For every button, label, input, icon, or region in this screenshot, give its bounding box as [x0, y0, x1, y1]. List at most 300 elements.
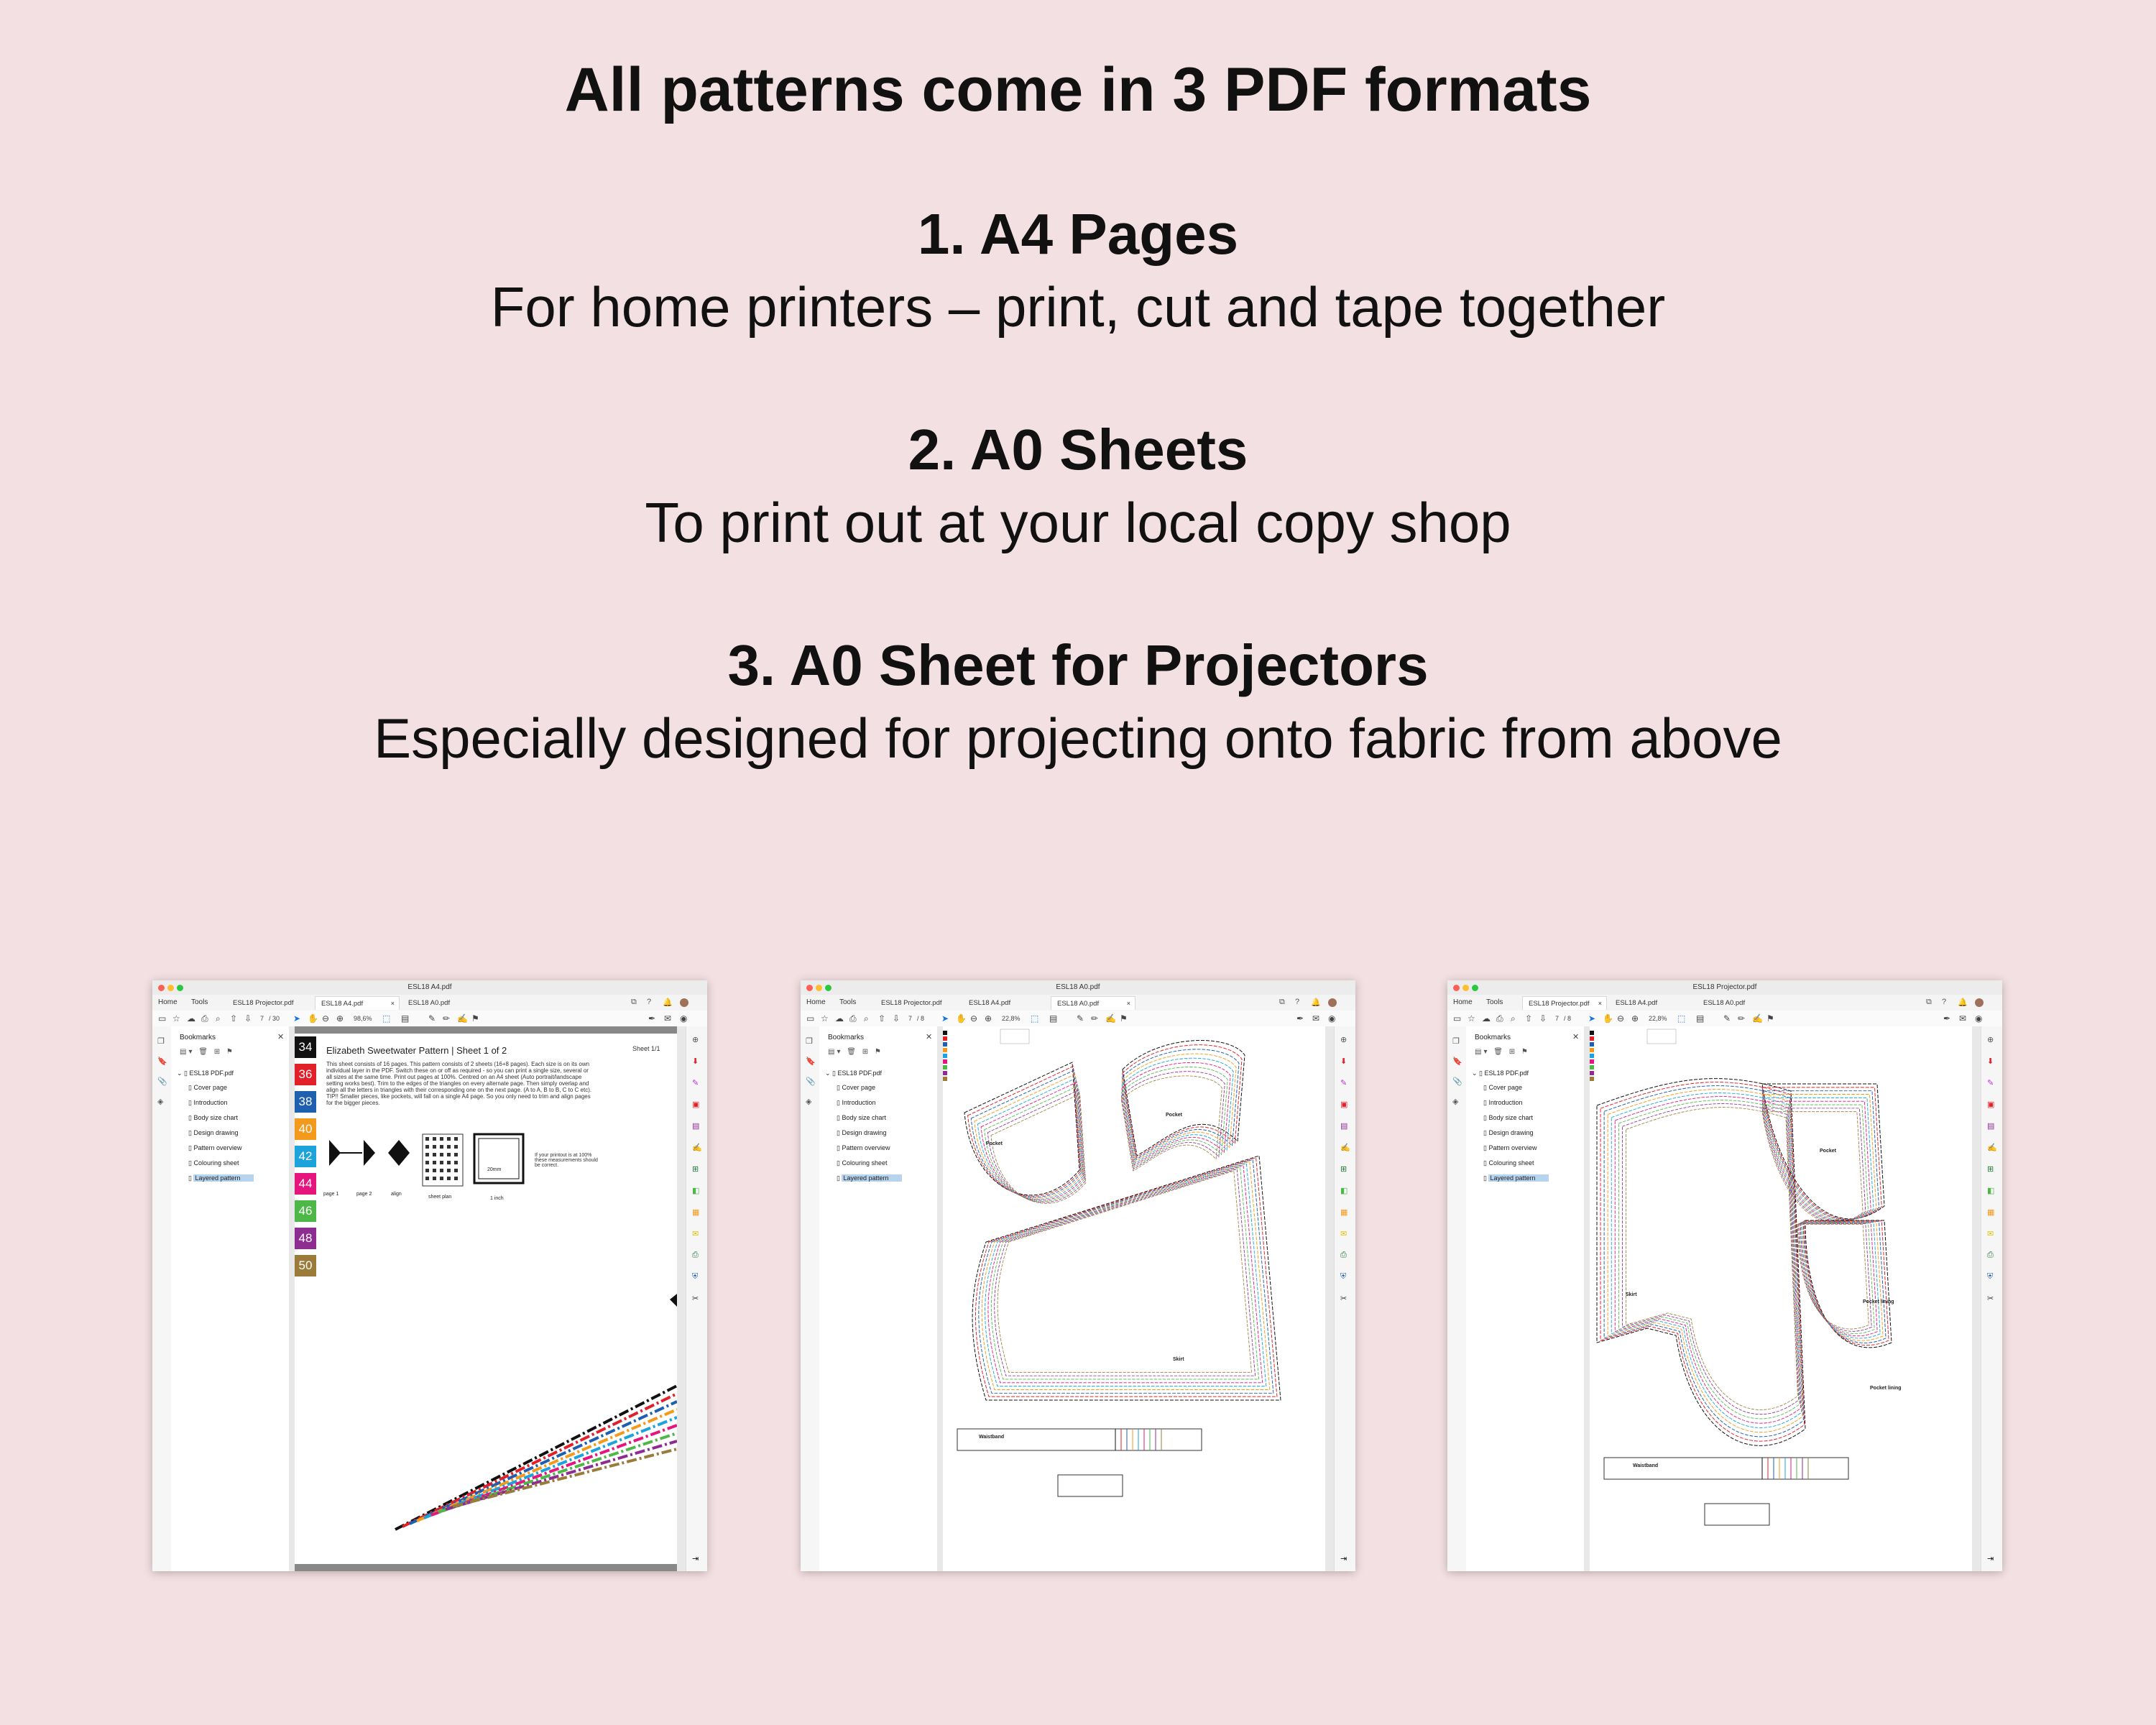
zoom-out-icon[interactable]: ⊖ — [970, 1013, 978, 1024]
left-scroll-gutter — [289, 1026, 295, 1571]
document-tab[interactable]: ESL18 Projector.pdf — [881, 999, 942, 1007]
bookmark-icon[interactable]: ⚑ — [1521, 1048, 1530, 1056]
create-pdf-icon[interactable]: ▣ — [692, 1100, 700, 1109]
stamp-icon[interactable]: ⚑ — [1766, 1013, 1774, 1024]
bookmarks-icon[interactable]: 🔖 — [1452, 1057, 1462, 1066]
more-tools-icon[interactable]: ✂ — [692, 1294, 699, 1303]
share-icon[interactable]: ⧉ — [1279, 998, 1285, 1006]
help-icon[interactable]: ? — [1295, 998, 1300, 1006]
size-swatch — [943, 1031, 947, 1035]
page-number-input[interactable]: 7 — [260, 1015, 264, 1022]
bookmark-tools — [828, 1048, 883, 1056]
diagram-label: 1 inch — [490, 1196, 504, 1201]
draw-icon[interactable]: ✍ — [1105, 1013, 1116, 1024]
combine-icon[interactable]: ▤ — [692, 1122, 700, 1131]
bookmark-item-icon: ▯ — [188, 1114, 194, 1121]
help-icon[interactable]: ? — [647, 998, 652, 1006]
page-number-input[interactable]: 7 — [908, 1015, 913, 1022]
bookmark-item-label: Colouring sheet — [1488, 1159, 1534, 1167]
zoom-out-icon[interactable]: ⊖ — [1617, 1013, 1625, 1024]
pocket-piece — [975, 1075, 1082, 1199]
notifications-icon[interactable]: 🔔 — [1311, 998, 1321, 1007]
left-rail — [1447, 1026, 1467, 1571]
mail-icon[interactable]: ✉ — [664, 1013, 672, 1024]
left-rail — [801, 1026, 820, 1571]
page-total: / 8 — [917, 1015, 925, 1022]
vertical-scrollbar[interactable] — [677, 1026, 686, 1571]
options-icon[interactable]: ▤▾ — [1475, 1048, 1490, 1056]
sheet-plan-cell — [440, 1137, 443, 1141]
layers-icon[interactable]: ◈ — [157, 1098, 164, 1106]
bookmark-item[interactable] — [1483, 1129, 1534, 1137]
pocket-lining-piece — [1805, 1220, 1892, 1348]
protect-icon[interactable]: ◧ — [1987, 1187, 1995, 1195]
bookmark-item-label: Design drawing — [1488, 1129, 1534, 1136]
highlight-icon[interactable]: ✏ — [1091, 1013, 1099, 1024]
size-swatch — [1590, 1065, 1594, 1070]
more-tools-icon[interactable]: ✂ — [1340, 1294, 1348, 1303]
close-tab-icon[interactable]: × — [1126, 1000, 1130, 1007]
pattern-line — [417, 1409, 677, 1521]
delete-icon[interactable]: 🗑 — [1493, 1048, 1505, 1056]
window-title: ESL18 A4.pdf — [407, 983, 452, 991]
notifications-icon[interactable]: 🔔 — [663, 998, 673, 1007]
bookmark-item[interactable] — [188, 1129, 239, 1137]
sheet-plan-cell — [454, 1145, 458, 1149]
options-icon[interactable]: ▤▾ — [828, 1048, 843, 1056]
share-icon[interactable]: ⧉ — [1926, 998, 1932, 1006]
right-tools-rail — [1334, 1026, 1355, 1571]
page-gap — [295, 1026, 677, 1034]
bookmark-item[interactable] — [188, 1174, 254, 1182]
cloud-icon[interactable]: ☁ — [1482, 1013, 1491, 1024]
zoom-icon[interactable]: ⊕ — [692, 1036, 699, 1044]
size-swatch — [943, 1042, 947, 1046]
new-icon[interactable]: ▭ — [806, 1013, 815, 1024]
mail-icon[interactable]: ✉ — [1959, 1013, 1967, 1024]
home-tab[interactable]: Home — [806, 998, 826, 1006]
pattern-piece-label: Pocket — [986, 1141, 1003, 1146]
search-icon[interactable]: ⌕ — [1511, 1013, 1516, 1024]
shield-icon[interactable]: ⛨ — [1340, 1272, 1347, 1281]
sign-icon[interactable]: ✒ — [648, 1013, 656, 1024]
pattern-line — [395, 1386, 677, 1530]
pattern-line — [446, 1441, 677, 1509]
pages-icon[interactable]: ❐ — [157, 1037, 165, 1046]
sheet-plan-cell — [425, 1153, 429, 1156]
draw-icon[interactable]: ✍ — [1752, 1013, 1763, 1024]
pocket-lining-piece — [1122, 1054, 1236, 1162]
combine-icon[interactable]: ▤ — [1987, 1122, 1995, 1131]
scan-icon[interactable]: ▦ — [1340, 1208, 1348, 1217]
toolbar — [152, 1011, 707, 1027]
bookmark-root[interactable]: ⌄ ▯ ESL18 PDF.pdf — [1472, 1070, 1529, 1077]
pdf-viewer-window — [152, 980, 707, 1571]
fit-page-icon[interactable]: ⬚ — [382, 1013, 391, 1024]
tools-tab[interactable]: Tools — [191, 998, 208, 1006]
left-rail — [152, 1026, 172, 1571]
format-description: To print out at your local copy shop — [645, 491, 1511, 554]
bookmarks-icon[interactable]: 🔖 — [806, 1057, 816, 1066]
shield-icon[interactable]: ⛨ — [692, 1272, 699, 1281]
avatar[interactable] — [1975, 998, 1984, 1007]
sheet-plan-cell — [425, 1169, 429, 1172]
size-swatch — [943, 1054, 947, 1058]
sheet-plan-cell — [425, 1177, 429, 1180]
pocket-lining-piece — [1802, 1222, 1883, 1340]
bookmarks-title: Bookmarks — [180, 1034, 216, 1041]
bookmark-item-icon: ▯ — [188, 1084, 194, 1091]
skirt-piece — [982, 1162, 1270, 1390]
bookmark-item[interactable] — [1483, 1144, 1537, 1152]
hand-tool-icon[interactable]: ✋ — [308, 1013, 318, 1024]
protect-icon[interactable]: ◧ — [1340, 1187, 1348, 1195]
sheet-plan-cell — [433, 1169, 436, 1172]
zoom-out-icon[interactable]: ⊖ — [322, 1013, 330, 1024]
search-icon[interactable]: ⌕ — [216, 1013, 221, 1024]
annotate-icon[interactable]: ✎ — [1723, 1013, 1731, 1024]
cloud-icon[interactable]: ☁ — [835, 1013, 844, 1024]
bookmark-item[interactable] — [1483, 1174, 1549, 1182]
waistband-piece — [1604, 1458, 1848, 1479]
comment-tool-icon[interactable]: ✍ — [1987, 1144, 1997, 1152]
print-icon[interactable]: ⎙ — [1496, 1013, 1503, 1024]
pocket-piece — [1762, 1098, 1874, 1220]
pocket-lining-piece — [1122, 1058, 1233, 1163]
bookmark-item-icon: ▯ — [1483, 1159, 1489, 1167]
tools-tab[interactable]: Tools — [1486, 998, 1503, 1006]
add-bookmark-icon[interactable]: ⊞ — [213, 1048, 223, 1056]
notifications-icon[interactable]: 🔔 — [1958, 998, 1968, 1007]
pattern-sheet-title: Elizabeth Sweetwater Pattern | Sheet 1 of 2 — [326, 1045, 507, 1056]
sign-icon[interactable]: ✒ — [1943, 1013, 1951, 1024]
fit-page-icon[interactable]: ⬚ — [1677, 1013, 1686, 1024]
bookmark-icon[interactable]: ⚑ — [226, 1048, 235, 1056]
sheet-plan-cell — [454, 1153, 458, 1156]
pages-icon[interactable]: ❐ — [806, 1037, 813, 1046]
bookmark-item-label: Introduction — [1488, 1099, 1523, 1106]
print-production-icon[interactable]: ⎙ — [692, 1251, 699, 1259]
size-swatch — [943, 1059, 947, 1064]
attachments-icon[interactable]: 📎 — [157, 1077, 167, 1086]
search-icon[interactable]: ⌕ — [864, 1013, 869, 1024]
document-tab[interactable]: ESL18 A4.pdf — [969, 999, 1011, 1007]
size-table — [1647, 1029, 1676, 1044]
add-bookmark-icon[interactable]: ⊞ — [862, 1048, 871, 1056]
bookmark-item-label: Layered pattern — [193, 1174, 253, 1182]
page-content — [295, 1026, 677, 1571]
message-icon[interactable]: ✉ — [692, 1230, 699, 1238]
print-icon[interactable]: ⎙ — [849, 1013, 857, 1024]
home-tab[interactable]: Home — [158, 998, 178, 1006]
format-title: 1. A4 Pages — [917, 202, 1239, 266]
hand-tool-icon[interactable]: ✋ — [956, 1013, 967, 1024]
page-number-input[interactable]: 7 — [1555, 1015, 1560, 1022]
bookmark-root[interactable]: ⌄ ▯ ESL18 PDF.pdf — [177, 1070, 234, 1077]
mail-icon[interactable]: ✉ — [1312, 1013, 1320, 1024]
print-production-icon[interactable]: ⎙ — [1987, 1251, 1994, 1259]
bookmark-item[interactable] — [837, 1084, 875, 1092]
sheet-plan-cell — [447, 1169, 451, 1172]
sheet-plan-cell — [454, 1169, 458, 1172]
page-content — [1590, 1026, 1972, 1571]
pocket-piece — [1762, 1095, 1876, 1220]
size-swatch — [943, 1048, 947, 1052]
bookmarks-panel — [1466, 1026, 1585, 1571]
bookmark-item[interactable] — [188, 1114, 238, 1122]
zoom-level[interactable]: 22,8% — [1002, 1015, 1021, 1022]
bookmark-root[interactable]: ⌄ ▯ ESL18 PDF.pdf — [825, 1070, 883, 1077]
document-tab[interactable]: ESL18 Projector.pdf — [233, 999, 294, 1007]
measurement-note: If your printout is at 100% these measurements should be correct. — [535, 1153, 598, 1168]
scan-icon[interactable]: ▦ — [692, 1208, 700, 1217]
export-pdf-icon[interactable]: ⬇ — [1987, 1057, 1994, 1066]
organize-icon[interactable]: ⊞ — [692, 1165, 699, 1174]
create-pdf-icon[interactable]: ▣ — [1340, 1100, 1348, 1109]
bookmark-item-icon: ▯ — [837, 1144, 842, 1151]
pocket-piece — [1762, 1091, 1879, 1220]
bookmark-item[interactable] — [1483, 1084, 1522, 1092]
bookmark-tools — [1475, 1048, 1530, 1056]
sheet-plan-cell — [454, 1161, 458, 1164]
sheet-plan-cell — [425, 1161, 429, 1164]
document-tab[interactable]: ESL18 A0.pdf × — [1051, 996, 1135, 1010]
pages-icon[interactable]: ❐ — [1452, 1037, 1460, 1046]
layers-icon[interactable]: ◈ — [1452, 1098, 1459, 1106]
document-tab[interactable]: ESL18 A0.pdf — [408, 999, 451, 1007]
home-tab[interactable]: Home — [1453, 998, 1473, 1006]
sheet-plan-cell — [440, 1161, 443, 1164]
scan-icon[interactable]: ▦ — [1987, 1208, 1995, 1217]
bookmark-item[interactable] — [188, 1144, 241, 1152]
vertical-scrollbar[interactable] — [1972, 1026, 1981, 1571]
page-up-icon[interactable]: ⇧ — [878, 1013, 886, 1024]
annotate-icon[interactable]: ✎ — [428, 1013, 436, 1024]
bookmark-item-icon: ▯ — [188, 1144, 194, 1151]
stamp-icon[interactable]: ⚑ — [471, 1013, 479, 1024]
sheet-plan-cell — [433, 1137, 436, 1141]
bookmark-item-icon: ▯ — [837, 1114, 842, 1121]
organize-icon[interactable]: ⊞ — [1987, 1165, 1994, 1174]
print-icon[interactable]: ⎙ — [201, 1013, 208, 1024]
right-tools-rail — [686, 1026, 707, 1571]
zoom-icon[interactable]: ⊕ — [1987, 1036, 1994, 1044]
help-icon[interactable]: ? — [1942, 998, 1947, 1006]
annotate-icon[interactable]: ✎ — [1077, 1013, 1084, 1024]
account-icon[interactable]: ◉ — [1975, 1013, 1983, 1024]
print-production-icon[interactable]: ⎙ — [1340, 1251, 1347, 1259]
size-chip: 40 — [295, 1118, 316, 1140]
page-up-icon[interactable]: ⇧ — [230, 1013, 238, 1024]
collapse-panel-icon[interactable]: ⇥ — [692, 1555, 699, 1563]
page-down-icon[interactable]: ⇩ — [244, 1013, 252, 1024]
comment-icon[interactable]: ▤ — [401, 1013, 410, 1024]
protect-icon[interactable]: ◧ — [692, 1187, 700, 1195]
close-icon[interactable]: ✕ — [1572, 1033, 1580, 1041]
page-edge-marker — [670, 1294, 677, 1307]
select-tool-icon[interactable]: ➤ — [1588, 1013, 1596, 1024]
fit-page-icon[interactable]: ⬚ — [1031, 1013, 1039, 1024]
share-icon[interactable]: ⧉ — [631, 998, 637, 1006]
document-tab[interactable]: ESL18 A4.pdf × — [315, 996, 400, 1010]
bookmarks-title: Bookmarks — [1475, 1034, 1511, 1041]
sheet-plan-cell — [454, 1137, 458, 1141]
message-icon[interactable]: ✉ — [1987, 1230, 1994, 1238]
size-swatch — [943, 1077, 947, 1081]
bookmark-item[interactable] — [1483, 1114, 1533, 1122]
bookmark-item[interactable] — [1483, 1099, 1522, 1107]
highlight-icon[interactable]: ✏ — [1738, 1013, 1746, 1024]
size-chip: 46 — [295, 1200, 316, 1222]
layers-icon[interactable]: ◈ — [806, 1098, 812, 1106]
bookmark-item-icon: ▯ — [188, 1099, 194, 1106]
sheet-plan-cell — [425, 1145, 429, 1149]
bookmark-item[interactable] — [837, 1159, 888, 1167]
zoom-in-icon[interactable]: ⊕ — [1631, 1013, 1639, 1024]
document-tab[interactable]: ESL18 Projector.pdf × — [1522, 996, 1607, 1010]
bookmarks-panel — [171, 1026, 290, 1571]
bookmark-icon[interactable]: ⚑ — [874, 1048, 883, 1056]
bookmark-item[interactable] — [1483, 1159, 1534, 1167]
star-icon[interactable]: ☆ — [1468, 1013, 1475, 1024]
edit-pdf-icon[interactable]: ✎ — [1987, 1079, 1994, 1087]
bookmark-item[interactable] — [837, 1114, 886, 1122]
sign-icon[interactable]: ✒ — [1296, 1013, 1304, 1024]
avatar[interactable] — [1328, 998, 1337, 1007]
bookmark-item-label: Pattern overview — [842, 1144, 890, 1151]
bookmarks-title: Bookmarks — [828, 1034, 865, 1041]
document-tab[interactable]: ESL18 A4.pdf — [1616, 999, 1658, 1007]
pocket-piece — [964, 1062, 1079, 1195]
draw-icon[interactable]: ✍ — [457, 1013, 468, 1024]
bookmark-item-label: Layered pattern — [1488, 1174, 1548, 1182]
zoom-icon[interactable]: ⊕ — [1340, 1036, 1348, 1044]
sheet-plan-cell — [433, 1153, 436, 1156]
new-icon[interactable]: ▭ — [1453, 1013, 1462, 1024]
delete-icon[interactable]: 🗑 — [198, 1048, 210, 1056]
edit-pdf-icon[interactable]: ✎ — [692, 1079, 699, 1087]
bookmark-item[interactable] — [837, 1144, 890, 1152]
waistband-guide — [1705, 1504, 1769, 1525]
zoom-level[interactable]: 98,6% — [354, 1015, 372, 1022]
star-icon[interactable]: ☆ — [172, 1013, 180, 1024]
select-tool-icon[interactable]: ➤ — [293, 1013, 301, 1024]
select-tool-icon[interactable]: ➤ — [941, 1013, 949, 1024]
document-tab[interactable]: ESL18 A0.pdf — [1703, 999, 1746, 1007]
bookmark-item[interactable] — [837, 1099, 875, 1107]
vertical-scrollbar[interactable] — [1325, 1026, 1334, 1571]
sheet-plan-cell — [447, 1153, 451, 1156]
avatar[interactable] — [680, 998, 688, 1007]
collapse-panel-icon[interactable]: ⇥ — [1340, 1555, 1348, 1563]
instructions-text: This sheet consists of 16 pages. This pattern consists of 2 sheets (16+8 pages). Each size is on its own individual layer in the PDF. Switch these on or off as required - so you can print a single size, several or all sizes at the same time. Print out pages at 100%. Centred on an A4 sheet (Auto portrait/landscape setting works best). Trim to the edges of the triangles on every alternate page. Then simply overlap and align all the letters in triangles with their corresponding one on the next page. (A to A, B to B, C to C etc). TIP!! Smaller pieces, like pockets, will fall on a single A4 page. So you only need to trim and align pages for the bigger pieces. — [326, 1061, 592, 1106]
organize-icon[interactable]: ⊞ — [1340, 1165, 1348, 1174]
close-icon[interactable]: ✕ — [926, 1033, 933, 1041]
delete-icon[interactable]: 🗑 — [847, 1048, 858, 1056]
bookmark-item-label: Cover page — [842, 1084, 875, 1091]
attachments-icon[interactable]: 📎 — [806, 1077, 816, 1086]
zoom-level[interactable]: 22,8% — [1649, 1015, 1667, 1022]
size-swatch — [1590, 1071, 1594, 1075]
collapse-panel-icon[interactable]: ⇥ — [1987, 1555, 1994, 1563]
add-bookmark-icon[interactable]: ⊞ — [1508, 1048, 1518, 1056]
bookmark-item[interactable] — [188, 1084, 227, 1092]
account-icon[interactable]: ◉ — [1328, 1013, 1336, 1024]
export-pdf-icon[interactable]: ⬇ — [1340, 1057, 1348, 1066]
hand-tool-icon[interactable]: ✋ — [1603, 1013, 1613, 1024]
pocket-lining-piece — [1803, 1221, 1886, 1343]
highlight-icon[interactable]: ✏ — [443, 1013, 451, 1024]
format-title: 3. A0 Sheet for Projectors — [727, 633, 1429, 697]
format-description: Especially designed for projecting onto fabric from above — [374, 707, 1782, 770]
options-icon[interactable]: ▤▾ — [180, 1048, 195, 1056]
page-down-icon[interactable]: ⇩ — [1539, 1013, 1547, 1024]
create-pdf-icon[interactable]: ▣ — [1987, 1100, 1995, 1109]
stamp-icon[interactable]: ⚑ — [1120, 1013, 1128, 1024]
account-icon[interactable]: ◉ — [680, 1013, 688, 1024]
message-icon[interactable]: ✉ — [1340, 1230, 1348, 1238]
zoom-in-icon[interactable]: ⊕ — [985, 1013, 992, 1024]
close-icon[interactable]: ✕ — [277, 1033, 285, 1041]
comment-tool-icon[interactable]: ✍ — [692, 1144, 702, 1152]
page-content — [943, 1026, 1325, 1571]
page-down-icon[interactable]: ⇩ — [893, 1013, 900, 1024]
pocket-piece — [1762, 1112, 1863, 1223]
export-pdf-icon[interactable]: ⬇ — [692, 1057, 699, 1066]
edit-pdf-icon[interactable]: ✎ — [1340, 1079, 1348, 1087]
close-tab-icon[interactable]: × — [390, 1000, 395, 1007]
new-icon[interactable]: ▭ — [158, 1013, 167, 1024]
document-page — [1590, 1026, 1972, 1571]
combine-icon[interactable]: ▤ — [1340, 1122, 1348, 1131]
bookmark-item[interactable] — [837, 1174, 902, 1182]
bookmark-item[interactable] — [837, 1129, 887, 1137]
sheet-plan-cell — [447, 1137, 451, 1141]
pattern-piece-label: Pocket lining — [1863, 1300, 1894, 1305]
bookmark-item-icon: ▯ — [188, 1129, 194, 1136]
pattern-piece-label: Waistband — [1633, 1463, 1659, 1468]
sheet-plan-cell — [447, 1145, 451, 1149]
shield-icon[interactable]: ⛨ — [1987, 1272, 1994, 1281]
bookmark-item-label: Layered pattern — [842, 1174, 901, 1182]
bookmark-item-label: Body size chart — [1488, 1114, 1533, 1121]
window-title: ESL18 A0.pdf — [1056, 983, 1100, 991]
skirt-piece — [975, 1158, 1276, 1397]
bookmarks-panel — [819, 1026, 938, 1571]
size-table — [1000, 1029, 1029, 1044]
zoom-in-icon[interactable]: ⊕ — [336, 1013, 344, 1024]
bookmark-item[interactable] — [188, 1099, 227, 1107]
page-up-icon[interactable]: ⇧ — [1525, 1013, 1533, 1024]
bookmarks-icon[interactable]: 🔖 — [157, 1057, 167, 1066]
diagram-label: page 2 — [356, 1192, 372, 1197]
cloud-icon[interactable]: ☁ — [187, 1013, 195, 1024]
comment-icon[interactable]: ▤ — [1696, 1013, 1705, 1024]
more-tools-icon[interactable]: ✂ — [1987, 1294, 1994, 1303]
star-icon[interactable]: ☆ — [821, 1013, 829, 1024]
tools-tab[interactable]: Tools — [839, 998, 857, 1006]
bookmark-item-icon: ▯ — [1483, 1129, 1489, 1136]
comment-tool-icon[interactable]: ✍ — [1340, 1144, 1350, 1152]
bookmark-item-icon: ▯ — [837, 1099, 842, 1106]
comment-icon[interactable]: ▤ — [1049, 1013, 1058, 1024]
bookmark-item-icon: ▯ — [1483, 1114, 1489, 1121]
bookmark-item[interactable] — [188, 1159, 239, 1167]
bookmark-root-label: ESL18 PDF.pdf — [1484, 1070, 1529, 1077]
sheet-plan-cell — [447, 1177, 451, 1180]
attachments-icon[interactable]: 📎 — [1452, 1077, 1462, 1086]
close-tab-icon[interactable]: × — [1598, 1000, 1602, 1007]
